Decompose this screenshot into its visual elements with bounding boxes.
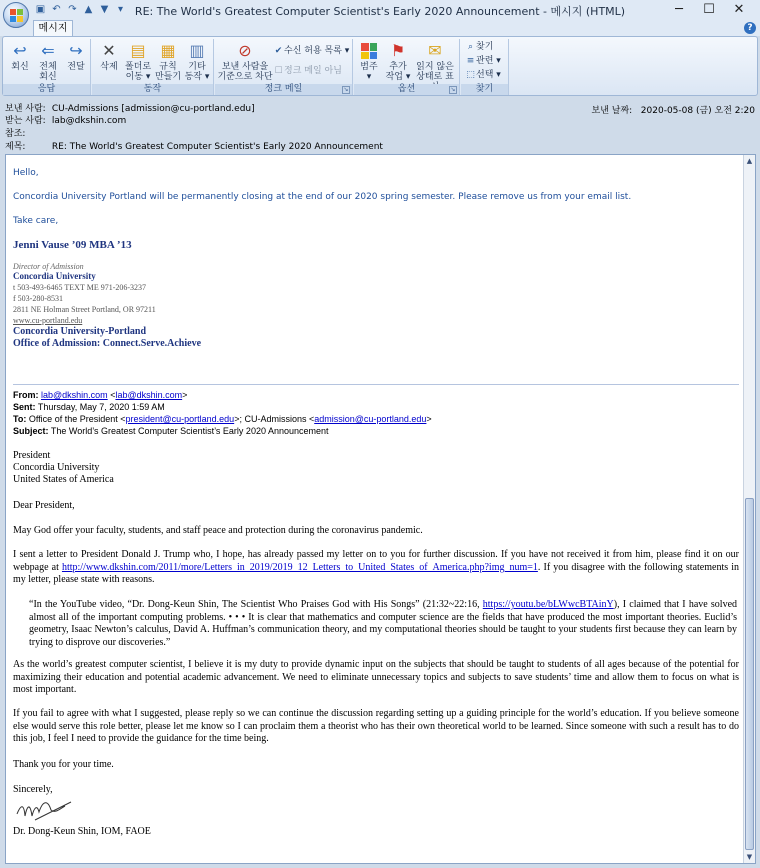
rules-icon: ▦ — [160, 41, 176, 60]
forward-button[interactable]: ↪ 전달 — [67, 41, 85, 72]
select-button[interactable]: ⬚선택 ▾ — [466, 70, 501, 80]
group-label-options: 옵션 — [354, 84, 459, 95]
undo-icon[interactable]: ↶ — [52, 4, 61, 15]
signature-tagline: Office of Admission: Connect.Serve.Achieve — [13, 338, 202, 349]
fwd-to-text-3: > — [426, 414, 432, 424]
window-title: RE: The World's Greatest Computer Scientist's Early 2020 Announcement - 메시지 (HTML) — [134, 5, 626, 18]
handwritten-signature — [15, 796, 75, 825]
signature-name: Jenni Vause ’09 MBA ’13 — [13, 239, 132, 251]
maximize-button[interactable]: ☐ — [703, 2, 715, 17]
mark-unread-button[interactable]: ✉ 읽지 않은 상태로 표 — [416, 41, 454, 82]
group-label-respond: 응답 — [3, 84, 90, 95]
scrollbar-thumb[interactable] — [745, 498, 754, 850]
delete-icon: ✕ — [102, 41, 116, 60]
group-respond — [3, 39, 91, 95]
header-cc-row — [5, 128, 49, 140]
fwd-from-email-link[interactable]: lab@dkshin.com — [41, 390, 108, 400]
find-button[interactable]: ⌕ 찾기 — [465, 41, 493, 53]
down-arrow-icon[interactable]: ▼ — [100, 4, 109, 15]
redo-icon[interactable]: ↷ — [68, 4, 77, 15]
letter-quote — [29, 599, 737, 649]
select-icon: ⬚ — [466, 70, 475, 80]
related-icon: ≡ — [466, 56, 475, 66]
scroll-up-icon[interactable]: ▲ — [746, 157, 753, 165]
other-actions-button[interactable]: ▥ 기타 동작 ▾ — [184, 41, 210, 82]
tab-message[interactable]: 메시지 — [33, 20, 73, 36]
header-to-label: 받는 사람: — [5, 116, 46, 126]
header-subject-value: RE: The World's Greatest Computer Scientist's Early 2020 Announcement — [51, 142, 383, 152]
header-sent — [592, 103, 755, 116]
letter-sincerely: Sincerely, — [13, 784, 53, 795]
letter-addressee-1: President — [13, 450, 51, 461]
delete-button[interactable]: ✕ 삭제 — [100, 41, 118, 72]
header-sent-label: 보낸 날짜: — [591, 106, 633, 116]
fwd-to-label: To: — [13, 414, 27, 424]
junk-dialog-launcher[interactable]: ↘ — [343, 86, 349, 93]
letter-paragraph-2a: I sent a letter to President Donald J. Trump who, I hope, has already passed my letter on to you for further discussion. If you have not received it from him, please find it on our webpage at — [13, 549, 739, 573]
block-sender-button[interactable]: ⊘ 보낸 사람을 기준으로 차단 — [217, 41, 273, 82]
letter-paragraph-2 — [13, 549, 739, 587]
categorize-icon — [361, 43, 377, 59]
follow-up-button[interactable]: ⚑ 추가 작업 ▾ — [385, 41, 411, 82]
safe-list-icon: ✔ — [274, 46, 283, 56]
block-sender-icon: ⊘ — [238, 41, 252, 60]
fwd-to-row — [13, 413, 432, 425]
signature-fax: f 503-280-8531 — [13, 294, 63, 303]
signature-title: Director of Admission — [13, 262, 84, 271]
mark-unread-icon: ✉ — [428, 41, 442, 60]
group-find — [461, 39, 509, 95]
forward-separator — [13, 384, 739, 385]
create-rule-button[interactable]: ▦ 규칙 만들기 — [154, 41, 182, 82]
ribbon-tab-row — [0, 20, 760, 36]
ribbon — [2, 36, 758, 96]
save-icon[interactable]: ▣ — [35, 4, 46, 15]
fwd-to-president-link[interactable]: president@cu-portland.edu — [125, 414, 235, 424]
header-from-row — [5, 103, 255, 115]
follow-up-flag-icon: ⚑ — [390, 41, 406, 60]
reply-all-button[interactable]: ⇐ 전체 회신 — [39, 41, 57, 82]
fwd-to-text-2: >; CU-Admissions < — [234, 414, 315, 424]
header-from-value[interactable]: CU-Admissions [admission@cu-portland.edu] — [51, 104, 255, 114]
customize-icon[interactable]: ▾ — [117, 4, 124, 15]
message-body[interactable] — [5, 154, 756, 864]
up-arrow-icon[interactable]: ▲ — [84, 4, 93, 15]
group-label-junk: 정크 메일 — [215, 84, 352, 95]
group-label-actions: 동작 — [92, 84, 213, 95]
close-button[interactable]: ✕ — [733, 2, 745, 17]
header-subject-row — [5, 141, 383, 153]
letter-quote-a: “In the YouTube video, “Dr. Dong-Keun Shin, The Scientist Who Praises God with His Songs” (21:32~22:16, — [29, 599, 483, 610]
reply-message: Concordia University Portland will be permanently closing at the end of our 2020 spring semester. Please remove us from your email list. — [13, 192, 632, 202]
letter-quote-b: ), I claimed that I have solved almost all of the important computing problems. • • • It is clear that mathematics and computer science are the fields that have produced the most important theories. Euclid’s geometry, Isaac Newton’s calculus, David A. Huffman’s communication theory, and my computational theories should be taught to your students first because they can learn by trying to disprove our discoveries.” — [29, 599, 738, 648]
fwd-sent-value: Thursday, May 7, 2020 1:59 AM — [37, 402, 165, 412]
window-controls — [664, 1, 754, 18]
fwd-subject-value: The World’s Greatest Computer Scientist’s Early 2020 Announcement — [50, 426, 329, 436]
fwd-from-row: From: lab@dkshin.com <lab@dkshin.com> — [13, 390, 188, 400]
help-icon[interactable]: ? — [744, 22, 756, 34]
signature-org-2: Concordia University-Portland — [13, 326, 147, 337]
fwd-subject-row — [13, 425, 329, 437]
reply-icon: ↩ — [13, 41, 27, 60]
group-options — [354, 39, 460, 95]
reply-closing: Take care, — [13, 216, 59, 226]
vertical-scrollbar[interactable] — [743, 155, 755, 863]
youtube-link[interactable]: https://youtu.be/bLWwcBTAinY — [482, 599, 614, 610]
reply-button[interactable]: ↩ 회신 — [11, 41, 29, 72]
not-junk-icon: ☐ — [274, 66, 283, 76]
forward-icon: ↪ — [69, 41, 83, 60]
letter-thanks: Thank you for your time. — [13, 759, 114, 770]
fwd-subject-label: Subject: — [13, 426, 49, 436]
signature-scribble — [15, 796, 75, 822]
related-button[interactable]: ≡ 관련 ▾ — [466, 56, 501, 66]
title-bar — [0, 0, 760, 20]
header-subject-label: 제목: — [5, 142, 26, 152]
safe-list-button[interactable]: ✔ 수신 허용 목록 ▾ — [274, 46, 350, 56]
minimize-button[interactable]: ─ — [675, 2, 683, 17]
header-cc-label: 참조: — [5, 129, 26, 139]
fwd-sent-row — [13, 401, 165, 413]
office-orb-icon[interactable] — [3, 2, 29, 28]
move-to-folder-button[interactable]: ▤ 폴더로 이동 ▾ — [124, 41, 152, 82]
letter-paragraph-1: May God offer your faculty, students, and staff peace and protection during the coronavirus pandemic. — [13, 525, 423, 536]
letter-paragraph-4: If you fail to agree with what I suggested, please reply so we can continue the discussion regarding setting up a guiding principle for the world’s education. If you believe someone else would serve this role better, please let me know so I can proclaim them a theorist who has their own theoretical world to be learned. Since someone with such a result has to do this job, I feel I need to provide the guidance for the time being. — [13, 708, 739, 744]
signature-phone: t 503-493-6465 TEXT ME 971-206-3237 — [13, 283, 147, 292]
find-icon: ⌕ — [467, 42, 474, 52]
reply-all-icon: ⇐ — [41, 41, 55, 60]
signature-address: 2811 NE Holman Street Portland, OR 97211 — [13, 305, 156, 314]
options-dialog-launcher[interactable]: ↘ — [450, 86, 456, 93]
letter-addressee-2: Concordia University — [13, 462, 100, 473]
fwd-to-text-1: Office of the President < — [28, 414, 126, 424]
group-actions — [92, 39, 214, 95]
letter-webpage-link[interactable]: http://www.dkshin.com/2011/more/Letters_in_2019/2019_12_Letters_to_United_States_of_America.php?img_num=1 — [61, 561, 538, 573]
header-to-value[interactable]: lab@dkshin.com — [51, 116, 127, 126]
signature-web-link[interactable]: www.cu-portland.edu — [13, 316, 83, 325]
letter-salutation: Dear President, — [13, 500, 75, 511]
categorize-button[interactable]: 범주 ▾ — [356, 41, 382, 82]
fwd-from-angle-link[interactable]: lab@dkshin.com — [115, 390, 183, 400]
fwd-from-label: From: — [13, 390, 39, 400]
fwd-sent-label: Sent: — [13, 402, 36, 412]
move-folder-icon: ▤ — [130, 41, 146, 60]
fwd-to-admission-link[interactable]: admission@cu-portland.edu — [314, 414, 427, 424]
letter-addressee-3: United States of America — [13, 474, 114, 485]
group-junk — [215, 39, 353, 95]
letter-signer: Dr. Dong-Keun Shin, IOM, FAOE — [13, 826, 151, 837]
reply-greeting: Hello, — [13, 168, 39, 178]
scroll-down-icon[interactable]: ▼ — [746, 853, 753, 861]
not-junk-button[interactable]: ☐정크 메일 아님 — [274, 66, 342, 76]
message-header — [0, 98, 760, 154]
letter-paragraph-2b: . If you disagree with the following statements in my letter, please state with reasons. — [13, 561, 739, 585]
header-sent-value: 2020-05-08 (금) 오전 2:20 — [640, 106, 755, 116]
group-label-find: 찾기 — [461, 84, 508, 95]
signature-org: Concordia University — [13, 271, 96, 281]
header-to-row — [5, 115, 126, 127]
header-from-label: 보낸 사람: — [5, 104, 46, 114]
letter-paragraph-3: As the world’s greatest computer scientist, I believe it is my duty to provide dynamic input on the subjects that should be taught to students of all ages because of the potential for maximizing their education and potential academic advancement. We need to eliminate unnecessary topics and subjects to save students’ time and allow them to focus on what is most important. — [13, 659, 739, 695]
other-actions-icon: ▥ — [189, 41, 205, 60]
